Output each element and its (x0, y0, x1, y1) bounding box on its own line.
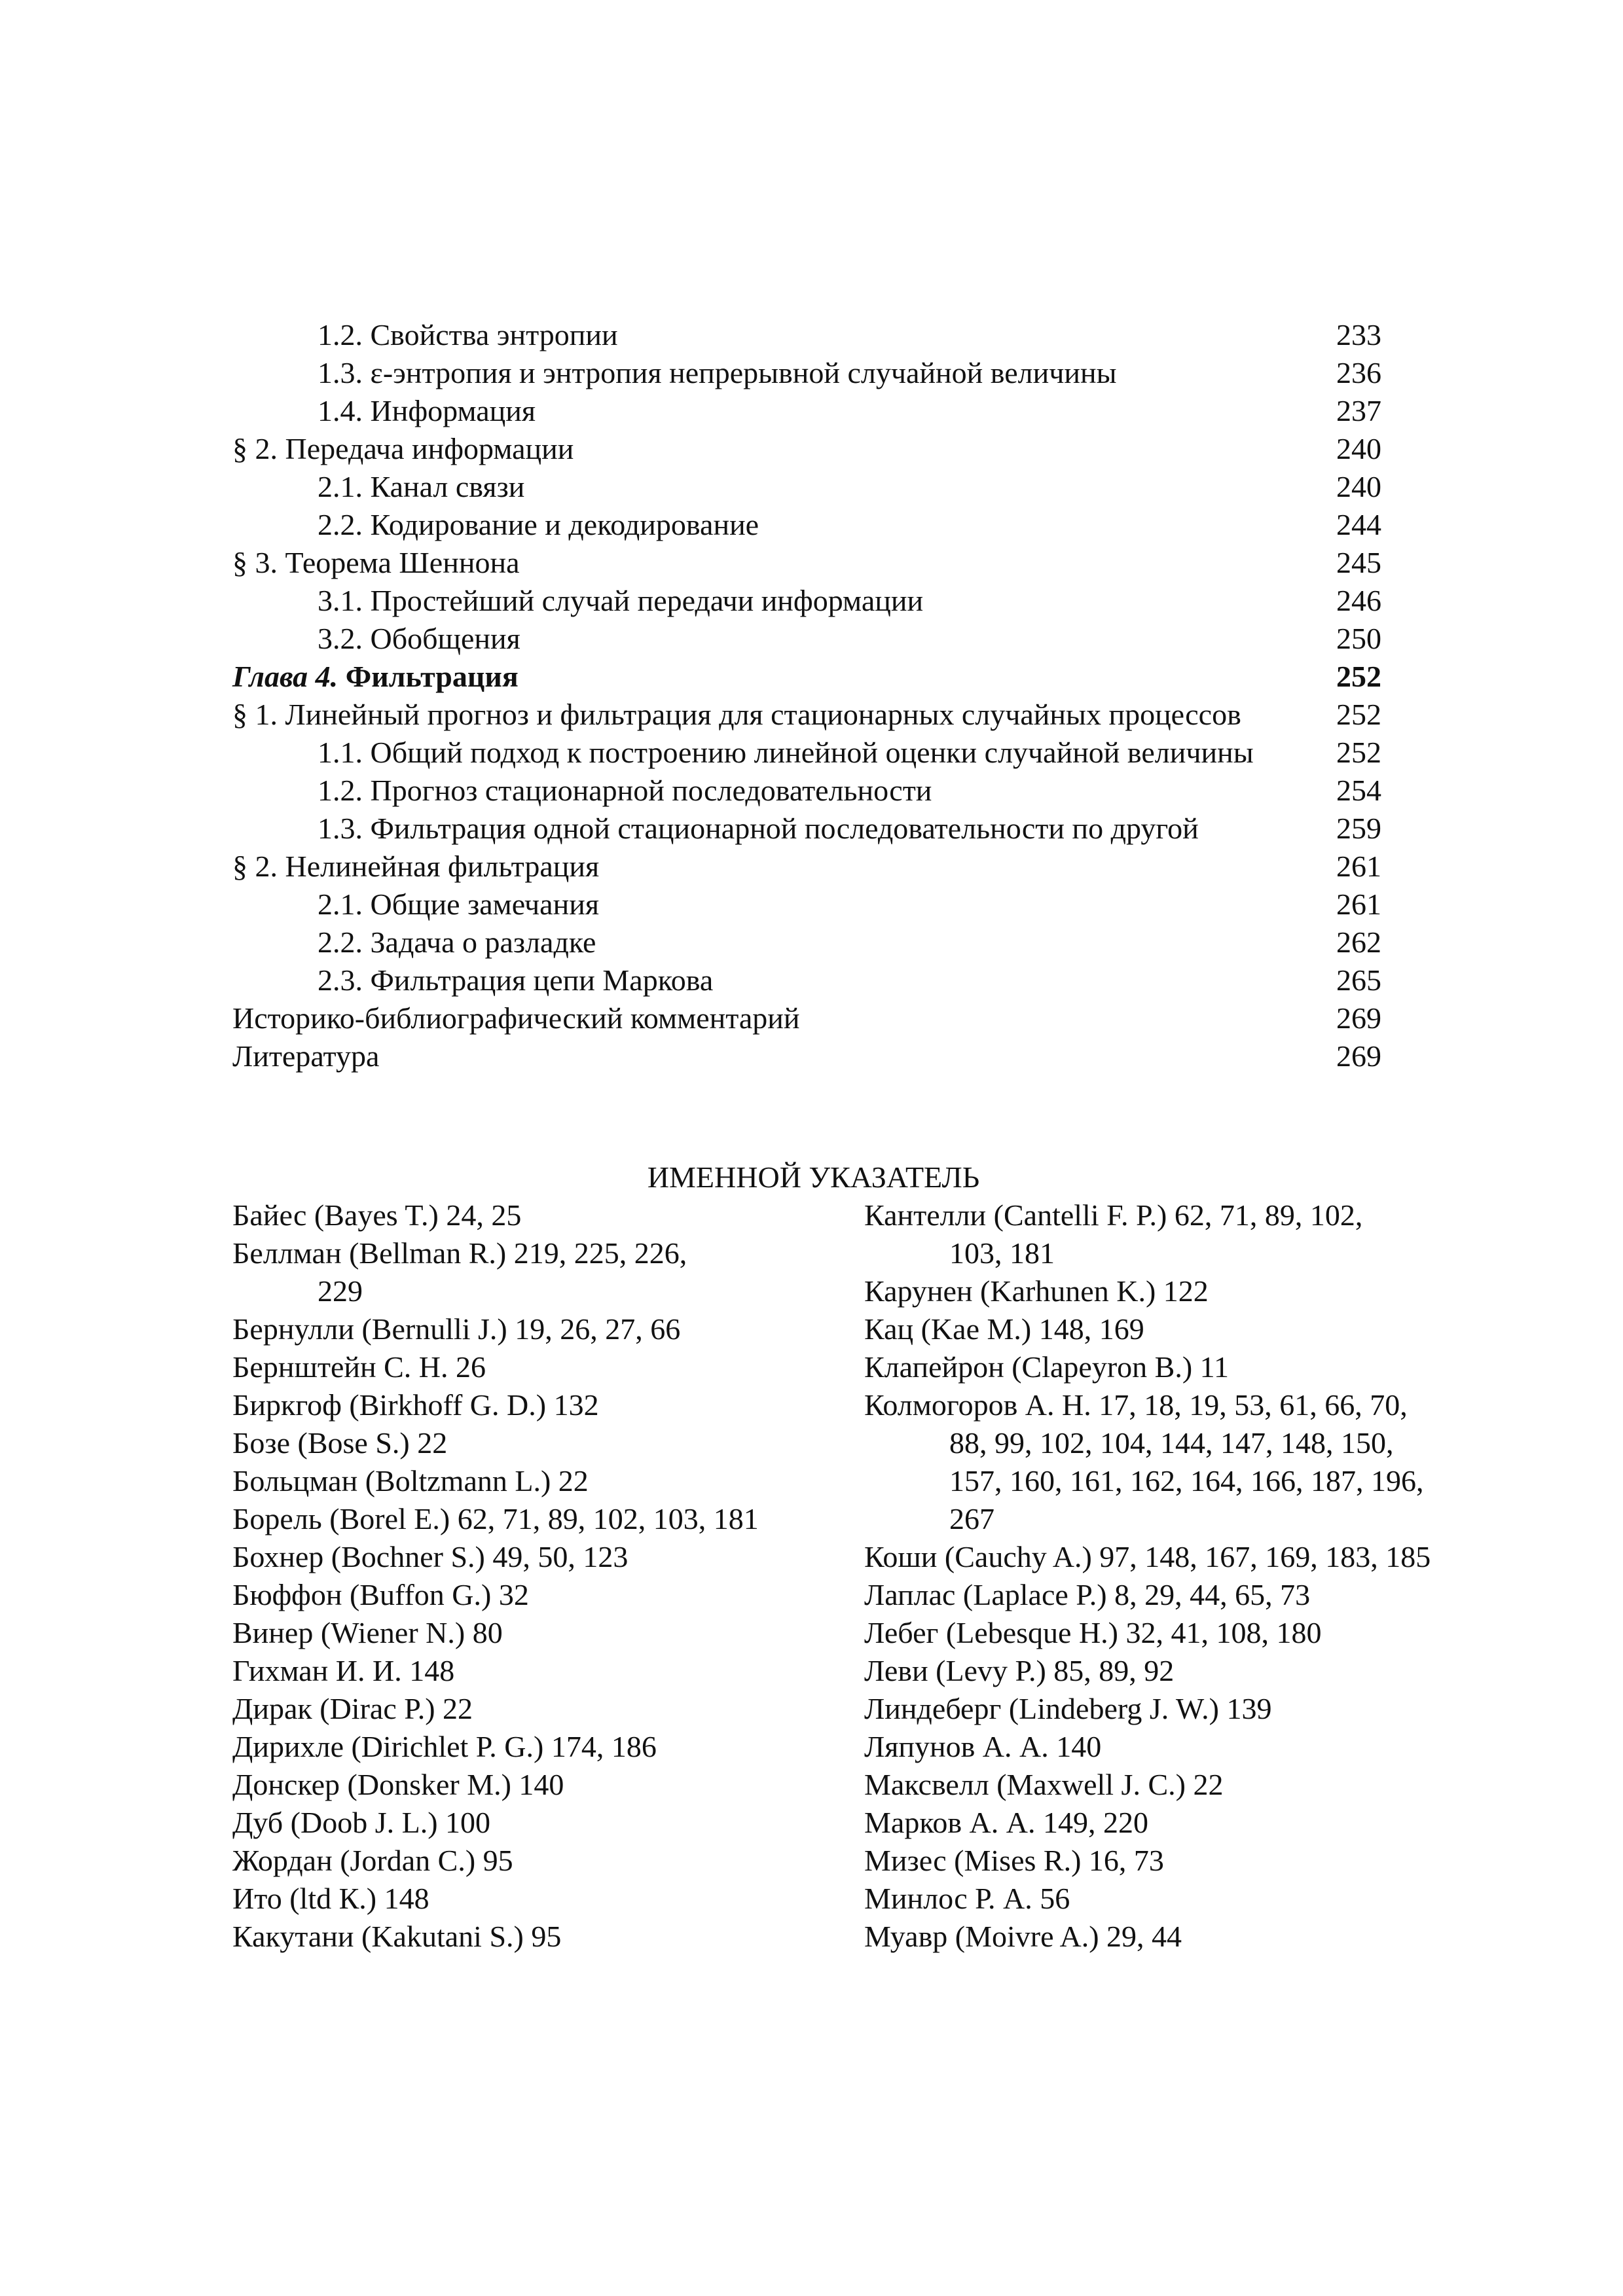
index-column-left (232, 1196, 795, 1956)
toc-entry-title: 2.2. Кодирование и декодирование (318, 508, 759, 541)
toc-entry-title-line: 1.1. Общий подход к построению линейной оценки случайной величины (318, 736, 1254, 769)
toc-entry-title: Литература (232, 1039, 380, 1073)
toc-entry-title: Глава 4. Фильтрация (232, 660, 519, 693)
toc-entry-page: 240 (1336, 470, 1381, 503)
index-entry: Леви (Levy P.) 85, 89, 92 (864, 1654, 1175, 1687)
index-entry: Больцман (Boltzmann L.) 22 (232, 1464, 589, 1498)
toc-entry (232, 316, 1395, 354)
toc-entry-title: § 3. Теорема Шеннона (232, 546, 520, 579)
toc-entry-title (232, 696, 1296, 734)
index-entry: Колмогоров А. Н. 17, 18, 19, 53, 61, 66, 70, 88, 99, 102, 104, 144, 147, 148, 150, 157, 160, 161, 162, 164, 166, 187, 196, 267 (864, 1388, 1424, 1535)
toc-entry-page: 252 (1336, 698, 1381, 731)
toc-entry (232, 810, 1395, 848)
toc-entry (232, 354, 1395, 392)
index-entry: Бозе (Bose S.) 22 (232, 1426, 448, 1460)
toc-entry-page: 250 (1336, 622, 1381, 655)
index-entry: Лебег (Lebesque H.) 32, 41, 108, 180 (864, 1616, 1322, 1649)
toc-entry-title: 2.1. Канал связи (318, 470, 525, 503)
table-of-contents (232, 316, 1395, 1075)
toc-entry-page: 269 (1336, 1001, 1381, 1035)
toc-entry-page: 265 (1336, 963, 1381, 997)
toc-entry-page: 240 (1336, 432, 1381, 465)
toc-entry (232, 582, 1395, 620)
toc-entry-title: 1.3. ε-энтропия и энтропия непрерывной случайной величины (318, 356, 1117, 389)
toc-entry (232, 430, 1395, 468)
index-entry: Карунен (Karhunen K.) 122 (864, 1274, 1209, 1308)
index-entry: Кац (Kae M.) 148, 169 (864, 1312, 1144, 1346)
index-entry: Борель (Borel E.) 62, 71, 89, 102, 103, 181 (232, 1502, 759, 1535)
index-column-right (864, 1196, 1440, 1956)
toc-entry-page: 245 (1336, 546, 1381, 579)
toc-entry (232, 848, 1395, 886)
toc-entry-page: 233 (1336, 318, 1381, 351)
toc-entry (232, 1037, 1395, 1075)
toc-entry-page: 261 (1336, 850, 1381, 883)
index-entry: Марков А. А. 149, 220 (864, 1806, 1148, 1839)
toc-entry-page: 237 (1336, 394, 1381, 427)
toc-entry-page: 269 (1336, 1039, 1381, 1073)
toc-entry-title: 3.1. Простейший случай передачи информации (318, 584, 924, 617)
toc-entry (232, 734, 1395, 772)
toc-entry-title: Историко-библиографический комментарий (232, 1001, 800, 1035)
index-entry: Бернштейн С. Н. 26 (232, 1350, 486, 1384)
toc-entry-title: 1.2. Прогноз стационарной последовательности (318, 774, 932, 807)
toc-entry-title: 2.1. Общие замечания (318, 888, 599, 921)
toc-entry (232, 506, 1395, 544)
toc-entry-title (232, 734, 1296, 772)
toc-entry (232, 886, 1395, 924)
toc-entry-title: 1.3. Фильтрация одной стационарной последовательности по другой (318, 812, 1199, 845)
index-entry: Максвелл (Maxwell J. C.) 22 (864, 1768, 1224, 1801)
toc-entry (232, 544, 1395, 582)
index-entry: Бюффон (Buffon G.) 32 (232, 1578, 529, 1611)
toc-entry-title-line: § 1. Линейный прогноз и фильтрация для стационарных случайных процессов (232, 698, 1241, 731)
index-entry: Гихман И. И. 148 (232, 1654, 455, 1687)
toc-entry-title: 1.2. Свойства энтропии (318, 318, 618, 351)
index-entry: Какутани (Kakutani S.) 95 (232, 1920, 562, 1953)
toc-entry-page: 254 (1336, 774, 1381, 807)
index-entry: Винер (Wiener N.) 80 (232, 1616, 503, 1649)
index-entry: Беллман (Bellman R.) 219, 225, 226, 229 (232, 1236, 687, 1308)
toc-entry-title: 1.4. Информация (318, 394, 536, 427)
toc-entry-title: § 2. Передача информации (232, 432, 574, 465)
toc-entry-page: 244 (1336, 508, 1381, 541)
toc-entry (232, 924, 1395, 961)
index-entry: Муавр (Moivre A.) 29, 44 (864, 1920, 1182, 1953)
toc-entry (232, 392, 1395, 430)
toc-entry (232, 696, 1395, 734)
index-entry: Жордан (Jordan C.) 95 (232, 1844, 513, 1877)
index-entry: Дирак (Dirac P.) 22 (232, 1692, 473, 1725)
index-entry: Ито (ltd К.) 148 (232, 1882, 429, 1915)
toc-entry (232, 961, 1395, 999)
toc-entry (232, 772, 1395, 810)
toc-entry (232, 999, 1395, 1037)
toc-entry-page: 261 (1336, 888, 1381, 921)
index-entry: Ляпунов А. А. 140 (864, 1730, 1102, 1763)
index-entry: Дирихле (Dirichlet P. G.) 174, 186 (232, 1730, 657, 1763)
toc-entry-page: 259 (1336, 812, 1381, 845)
index-entry: Дуб (Doob J. L.) 100 (232, 1806, 491, 1839)
toc-entry-page: 252 (1336, 736, 1381, 769)
index-entry: Биркгоф (Birkhoff G. D.) 132 (232, 1388, 599, 1422)
toc-entry-title: § 2. Нелинейная фильтрация (232, 850, 600, 883)
index-entry: Минлос Р. А. 56 (864, 1882, 1070, 1915)
index-entry: Кантелли (Cantelli F. P.) 62, 71, 89, 102, 103, 181 (864, 1198, 1363, 1270)
toc-entry-page: 252 (1336, 660, 1381, 693)
index-entry: Лаплас (Laplace P.) 8, 29, 44, 65, 73 (864, 1578, 1311, 1611)
toc-entry-title: 2.3. Фильтрация цепи Маркова (318, 963, 714, 997)
toc-entry (232, 468, 1395, 506)
toc-entry-title: 3.2. Обобщения (318, 622, 520, 655)
toc-entry-page: 246 (1336, 584, 1381, 617)
index-entry: Донскер (Donsker M.) 140 (232, 1768, 564, 1801)
index-entry: Мизес (Mises R.) 16, 73 (864, 1844, 1164, 1877)
toc-entry (232, 620, 1395, 658)
index-entry: Коши (Cauchy A.) 97, 148, 167, 169, 183, 185 (864, 1540, 1431, 1573)
toc-entry-title: 2.2. Задача о разладке (318, 925, 596, 959)
index-entry: Бернулли (Bernulli J.) 19, 26, 27, 66 (232, 1312, 681, 1346)
toc-entry-page: 262 (1336, 925, 1381, 959)
toc-chapter-heading (232, 658, 1395, 696)
index-entry: Клапейрон (Clapeyron B.) 11 (864, 1350, 1229, 1384)
index-entry: Линдеберг (Lindeberg J. W.) 139 (864, 1692, 1272, 1725)
toc-entry-page: 236 (1336, 356, 1381, 389)
index-entry: Байес (Bayes T.) 24, 25 (232, 1198, 522, 1232)
index-heading: ИМЕННОЙ УКАЗАТЕЛЬ (647, 1160, 980, 1194)
index-entry: Бохнер (Bochner S.) 49, 50, 123 (232, 1540, 629, 1573)
